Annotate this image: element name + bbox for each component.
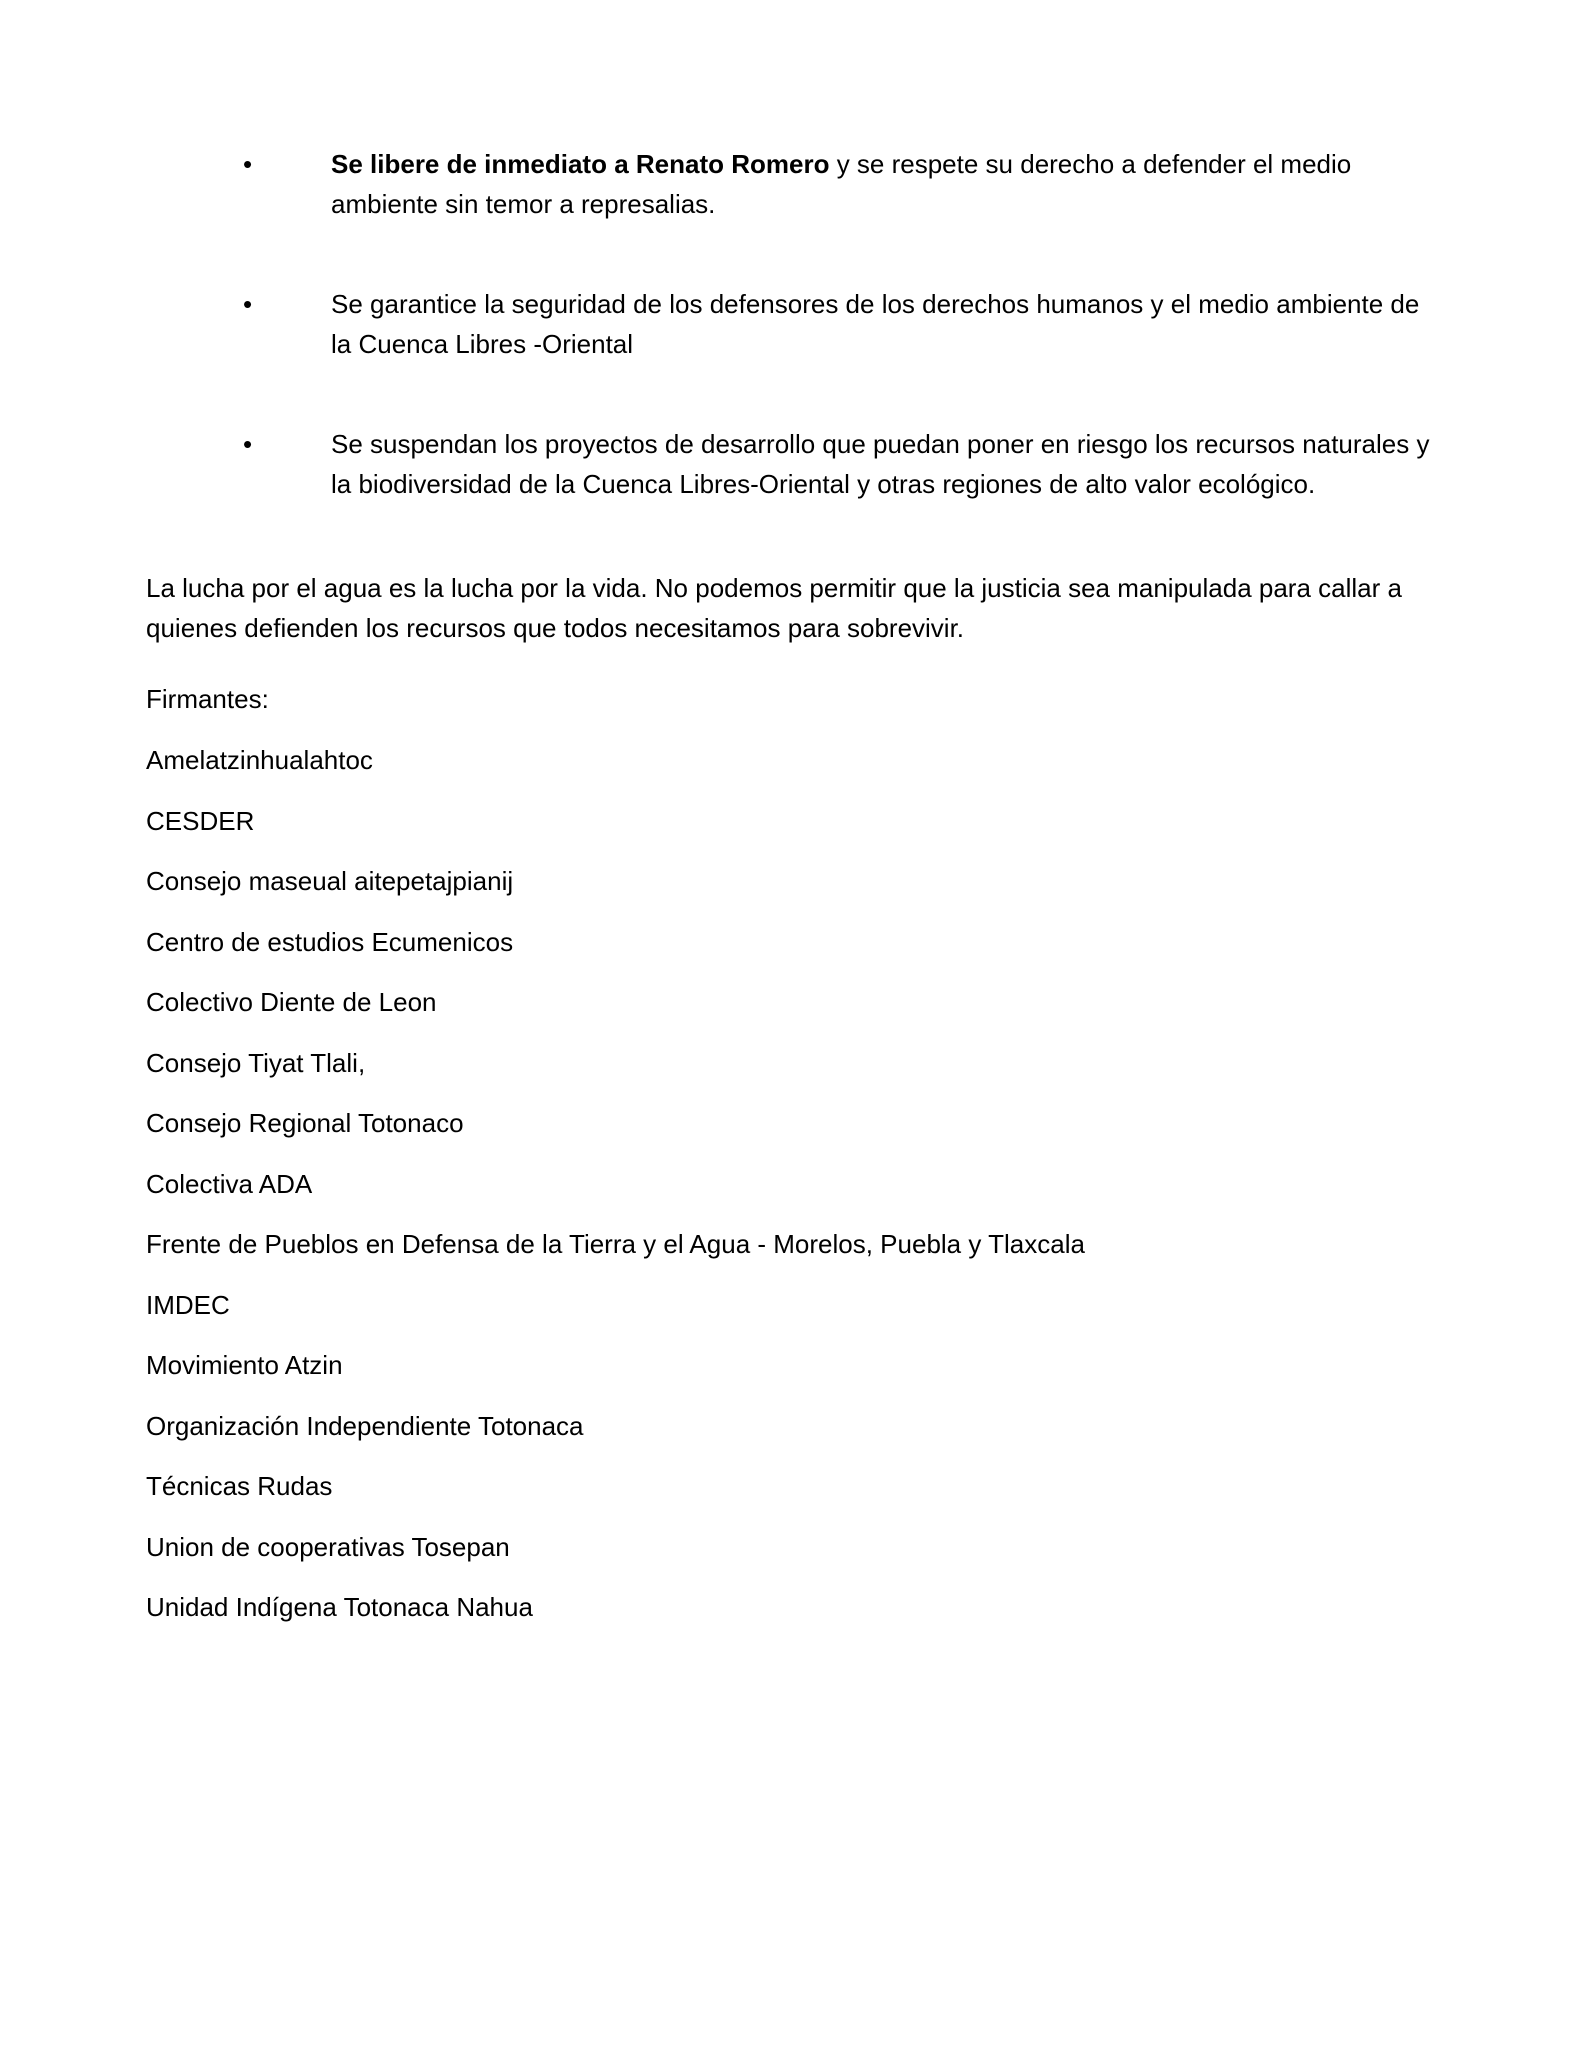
closing-paragraph: La lucha por el agua es la lucha por la vida. No podemos permitir que la justicia sea manipulada para callar a quienes defienden los recursos que todos necesitamos para sobrevivir. [146, 573, 1402, 643]
signer-item: Amelatzinhualahtoc [146, 745, 373, 775]
bullet-icon: • [243, 289, 253, 319]
signer-item: Colectiva ADA [146, 1168, 313, 1199]
demand-item [0, 424, 1583, 504]
signers-label: Firmantes: [146, 684, 269, 714]
demand-item [0, 144, 1583, 224]
demand-item [0, 284, 1583, 364]
signer-item: Consejo Tiyat Tlali, [146, 1047, 366, 1078]
signer-item: Organización Independiente Totonaca [146, 1410, 584, 1441]
signer-item: Centro de estudios Ecumenicos [146, 926, 514, 957]
demand-text [331, 424, 1431, 504]
demand-text [331, 144, 1431, 224]
bullet-icon: • [243, 149, 253, 179]
signer-item: Consejo maseual aitepetajpianij [146, 866, 514, 896]
demand-regular-text: Se garantice la seguridad de los defensores de los derechos humanos y el medio ambiente de la Cuenca Libres -Oriental [331, 289, 1420, 359]
signer-item: Colectivo Diente de Leon [146, 987, 437, 1017]
signer-item: Movimiento Atzin [146, 1350, 343, 1380]
demand-regular-text: Se suspendan los proyectos de desarrollo que puedan poner en riesgo los recursos naturales y la biodiversidad de la Cuenca Libres-Oriental y otras regiones de alto valor ecológico. [331, 429, 1430, 499]
signer-item: Técnicas Rudas [146, 1471, 333, 1501]
signer-item: Union de cooperativas Tosepan [146, 1531, 510, 1562]
signer-item: CESDER [146, 805, 255, 836]
demands-list [0, 144, 1583, 564]
signer-item: IMDEC [146, 1289, 230, 1320]
signer-item: Consejo Regional Totonaco [146, 1108, 464, 1138]
signer-item: Unidad Indígena Totonaca Nahua [146, 1592, 533, 1622]
demand-bold-text: Se libere de inmediato a Renato Romero [331, 149, 830, 179]
demand-regular-text: y se respete su derecho a defender el medio ambiente sin temor a represalias. [331, 149, 1352, 219]
demand-text [331, 284, 1431, 364]
signer-item: Frente de Pueblos en Defensa de la Tierra y el Agua - Morelos, Puebla y Tlaxcala [146, 1229, 1085, 1259]
bullet-icon: • [243, 429, 253, 459]
signers-list [146, 740, 1085, 1648]
